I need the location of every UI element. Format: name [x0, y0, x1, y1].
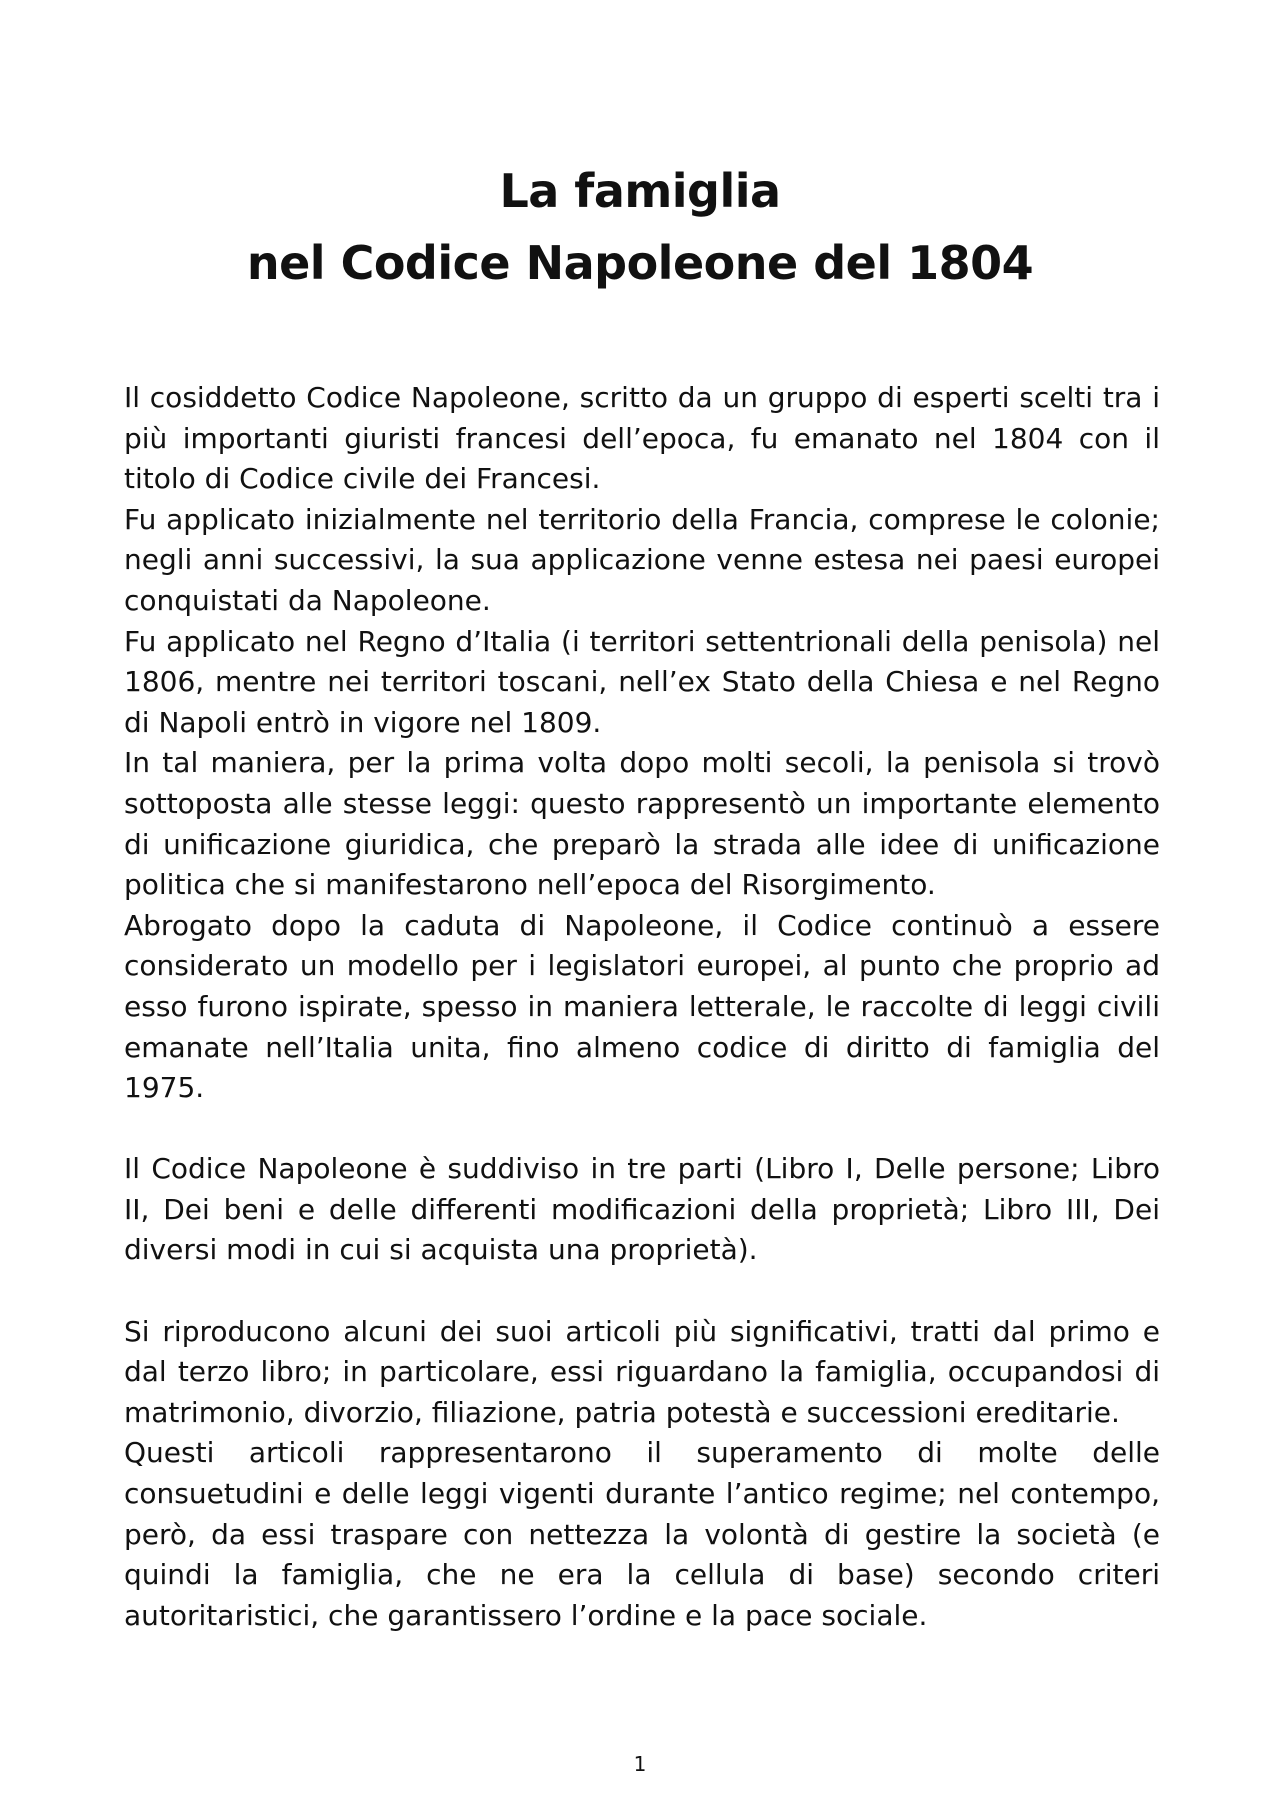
paragraph-abrogation: Abrogato dopo la caduta di Napoleone, il Codice continuò a essere considerato un modello per i legislatori europei, al punto che proprio ad esso furono ispirate, spesso in maniera letterale, le raccolte di leggi civili emanate nell’Italia unita, fino almeno codice di diritto di famiglia del 1975. — [124, 908, 1160, 1105]
paragraph-intro: Il cosiddetto Codice Napoleone, scritto da un gruppo di esperti scelti tra i più importanti giuristi francesi dell’epoca, fu emanato nel 1804 con il titolo di Codice civile dei Francesi. — [124, 381, 1160, 496]
paragraph-conclusion: Questi articoli rappresentarono il superamento di molte delle consuetudini e delle leggi vigenti durante l’antico regime; nel contempo, però, da essi traspare con nettezza la volontà di gestire la società (e quindi la famiglia, che ne era la cellula di base) secondo criteri autoritaristici, che garantissero l’ordine e la pace sociale. — [124, 1436, 1160, 1632]
paragraph-structure: Il Codice Napoleone è suddiviso in tre parti (Libro I, Delle persone; Libro II, Dei beni e delle differenti modificazioni della proprietà; Libro III, Dei diversi modi in cui si acquista una proprietà). — [124, 1152, 1160, 1267]
page-title — [0, 155, 1280, 299]
title-line-2: nel Codice Napoleone del 1804 — [246, 236, 1034, 290]
body-text — [124, 378, 1160, 1636]
title-line-1: La famiglia — [499, 164, 781, 218]
paragraph-france: Fu applicato inizialmente nel territorio della Francia, comprese le colonie; negli anni successivi, la sua applicazione venne estesa nei paesi europei conquistati da Napoleone. — [124, 502, 1160, 617]
paragraph-spacer — [124, 1271, 1160, 1312]
paragraph-italy: Fu applicato nel Regno d’Italia (i territori settentrionali della penisola) nel 1806, mentre nei territori toscani, nell’ex Stato della Chiesa e nel Regno di Napoli entrò in vigore nel 1809. — [124, 624, 1160, 739]
paragraph-articles: Si riproducono alcuni dei suoi articoli più significativi, tratti dal primo e dal terzo libro; in particolare, essi riguardano la famiglia, occupandosi di matrimonio, divorzio, filiazione, patria potestà e successioni ereditarie. — [124, 1314, 1160, 1429]
page-number: 1 — [633, 1752, 647, 1776]
paragraph-unification: In tal maniera, per la prima volta dopo molti secoli, la penisola si trovò sottoposta alle stesse leggi: questo rappresentò un importante elemento di unificazione giuridica, che preparò la strada alle idee di unificazione politica che si manifestarono nell’epoca del Risorgimento. — [124, 746, 1160, 902]
paragraph-spacer — [124, 1109, 1160, 1150]
